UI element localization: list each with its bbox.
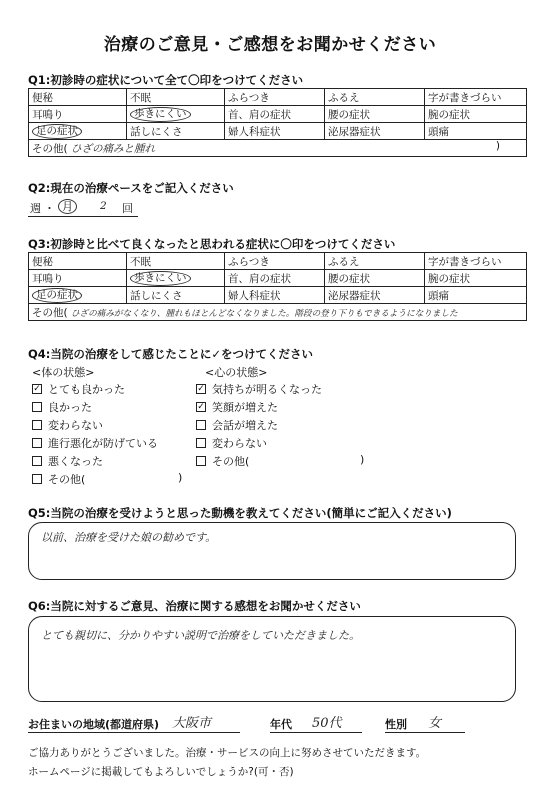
other-cell[interactable] <box>29 140 527 157</box>
table-cell[interactable]: 腰の症状 <box>325 106 425 123</box>
checkbox-label: とても良かった <box>48 383 125 396</box>
table-row <box>29 287 527 304</box>
sex-label: 性別 <box>385 718 407 731</box>
checkbox-item[interactable] <box>196 381 322 397</box>
table-cell[interactable]: 泌尿器症状 <box>325 123 425 140</box>
table-cell[interactable]: 泌尿器症状 <box>325 287 425 304</box>
checkbox-label: その他( <box>212 455 250 468</box>
q4-heading: Q4:当院の治療をして感じたことに✓をつけてください <box>28 347 314 361</box>
q2-answer-line[interactable] <box>28 198 138 217</box>
body-state-title: <体の状態> <box>32 366 95 379</box>
checkbox-label: 良かった <box>48 401 92 414</box>
checkbox[interactable] <box>32 402 42 412</box>
checkbox-label: その他( <box>48 473 86 486</box>
q3-symptom-table <box>28 252 527 321</box>
sex-line <box>385 716 465 733</box>
table-row <box>29 89 527 106</box>
checkbox-label: 笑顔が増えた <box>212 401 278 414</box>
table-cell[interactable]: 腕の症状 <box>425 270 527 287</box>
checkbox[interactable]: ✓ <box>197 402 205 412</box>
age-value[interactable]: 50代 <box>312 716 342 731</box>
checkbox-item[interactable] <box>32 399 92 415</box>
table-cell[interactable]: ふるえ <box>325 89 425 106</box>
table-row <box>29 253 527 270</box>
checkbox[interactable] <box>196 420 206 430</box>
age-label: 年代 <box>270 718 292 731</box>
table-cell[interactable]: 首、肩の症状 <box>225 270 325 287</box>
week-label: 週 <box>30 202 41 215</box>
other-answer: ひざの痛みがなくなり、腫れもほとんどなくなりました。階段の登り下りもできるようになりました <box>70 308 458 319</box>
area-value[interactable]: 大阪市 <box>172 716 212 731</box>
checkbox-item[interactable] <box>196 453 249 469</box>
checkbox-label: 気持ちが明るくなった <box>212 383 322 396</box>
checkbox[interactable] <box>32 474 42 484</box>
table-cell[interactable]: 話しにくさ <box>127 287 225 304</box>
table-row <box>29 140 527 157</box>
q2-heading: Q2:現在の治療ペースをご記入ください <box>28 181 234 195</box>
table-cell[interactable]: 耳鳴り <box>29 106 127 123</box>
thanks-note: ご協力ありがとうございました。治療・サービスの向上に努めさせていただきます。 <box>28 747 427 759</box>
table-cell[interactable]: 耳鳴り <box>29 270 127 287</box>
area-label: お住まいの地域(都道府県) <box>28 718 160 731</box>
q5-heading: Q5:当院の治療を受けようと思った動機を教えてください(簡単にご記入ください) <box>28 506 452 520</box>
table-cell[interactable]: 不眠 <box>127 89 225 106</box>
table-cell[interactable]: 便秘 <box>29 89 127 106</box>
table-cell[interactable]: 腕の症状 <box>425 106 527 123</box>
checkbox-item[interactable] <box>32 435 158 451</box>
checkbox[interactable]: ✓ <box>33 384 41 394</box>
q6-answer-box[interactable] <box>28 616 516 702</box>
table-cell[interactable] <box>127 106 225 123</box>
table-cell[interactable]: ふるえ <box>325 253 425 270</box>
checkbox-item[interactable] <box>32 453 103 469</box>
q6-heading: Q6:当院に対するご意見、治療に関する感想をお聞かせください <box>28 599 361 613</box>
table-cell[interactable]: 腰の症状 <box>325 270 425 287</box>
checkbox-item[interactable] <box>196 399 278 415</box>
table-cell[interactable]: 話しにくさ <box>127 123 225 140</box>
other-label: その他( <box>32 306 68 319</box>
checkbox[interactable] <box>196 456 206 466</box>
other-label: その他( <box>32 142 68 155</box>
table-cell[interactable]: 婦人科症状 <box>225 123 325 140</box>
page-title: 治療のご意見・ご感想をお聞かせください <box>103 35 437 55</box>
circled-symptom: 足の症状 <box>32 288 82 303</box>
checkbox[interactable] <box>32 438 42 448</box>
mind-state-title: <心の状態> <box>205 366 268 379</box>
checkbox-label: 変わらない <box>48 419 103 432</box>
circled-symptom: 歩きにくい <box>130 107 191 122</box>
checkbox-item[interactable] <box>196 435 267 451</box>
q5-answer-box[interactable] <box>28 522 516 580</box>
q5-answer: 以前、治療を受けた娘の勧めです。 <box>41 531 217 544</box>
table-row <box>29 304 527 321</box>
table-cell[interactable] <box>29 123 127 140</box>
table-cell[interactable]: 字が書きづらい <box>425 253 527 270</box>
checkbox-label: 変わらない <box>212 437 267 450</box>
table-cell[interactable]: 婦人科症状 <box>225 287 325 304</box>
table-cell[interactable]: 首、肩の症状 <box>225 106 325 123</box>
checkbox-item[interactable] <box>32 417 103 433</box>
table-cell[interactable] <box>29 287 127 304</box>
q3-heading: Q3:初診時と比べて良くなったと思われる症状に〇印をつけてください <box>28 237 396 251</box>
month-label-circled: 月 <box>58 199 77 214</box>
other-close-paren: ) <box>495 140 500 152</box>
table-cell[interactable]: 便秘 <box>29 253 127 270</box>
q6-answer: とても親切に、分かりやすい説明で治療をしていただきました。 <box>41 629 360 642</box>
checkbox-label: 進行悪化が防げている <box>48 437 158 450</box>
homepage-consent: ホームページに掲載してもよろしいでしょうか?(可・否) <box>28 766 294 778</box>
table-cell[interactable] <box>127 270 225 287</box>
table-cell[interactable]: 不眠 <box>127 253 225 270</box>
checkbox[interactable] <box>196 438 206 448</box>
sex-value[interactable]: 女 <box>428 716 442 731</box>
count-value: 2 <box>100 200 107 212</box>
checkbox-label: 悪くなった <box>48 455 103 468</box>
other-answer: ひざの痛みと腫れ <box>70 142 155 155</box>
checkbox[interactable] <box>32 456 42 466</box>
checkbox-item[interactable] <box>32 381 125 397</box>
other-cell[interactable] <box>29 304 527 321</box>
q1-symptom-table <box>28 88 527 157</box>
table-row <box>29 106 527 123</box>
table-cell[interactable]: 字が書きづらい <box>425 89 527 106</box>
checkbox-label: 会話が増えた <box>212 419 278 432</box>
table-row <box>29 270 527 287</box>
separator-dot: ・ <box>44 202 55 215</box>
table-cell[interactable]: 頭痛 <box>425 123 527 140</box>
table-cell[interactable]: ふらつき <box>225 253 325 270</box>
close-paren: ) <box>178 471 183 484</box>
table-row <box>29 123 527 140</box>
circled-symptom: 歩きにくい <box>130 271 191 286</box>
checkbox-item[interactable] <box>196 417 278 433</box>
checkbox[interactable]: ✓ <box>197 384 205 394</box>
table-cell[interactable]: 頭痛 <box>425 287 527 304</box>
table-cell[interactable]: ふらつき <box>225 89 325 106</box>
q1-heading: Q1:初診時の症状について全て〇印をつけてください <box>28 73 304 87</box>
checkbox-item[interactable] <box>32 471 85 487</box>
times-label: 回 <box>122 202 133 215</box>
close-paren: ) <box>360 453 365 466</box>
circled-symptom: 足の症状 <box>32 124 82 139</box>
checkbox[interactable] <box>32 420 42 430</box>
